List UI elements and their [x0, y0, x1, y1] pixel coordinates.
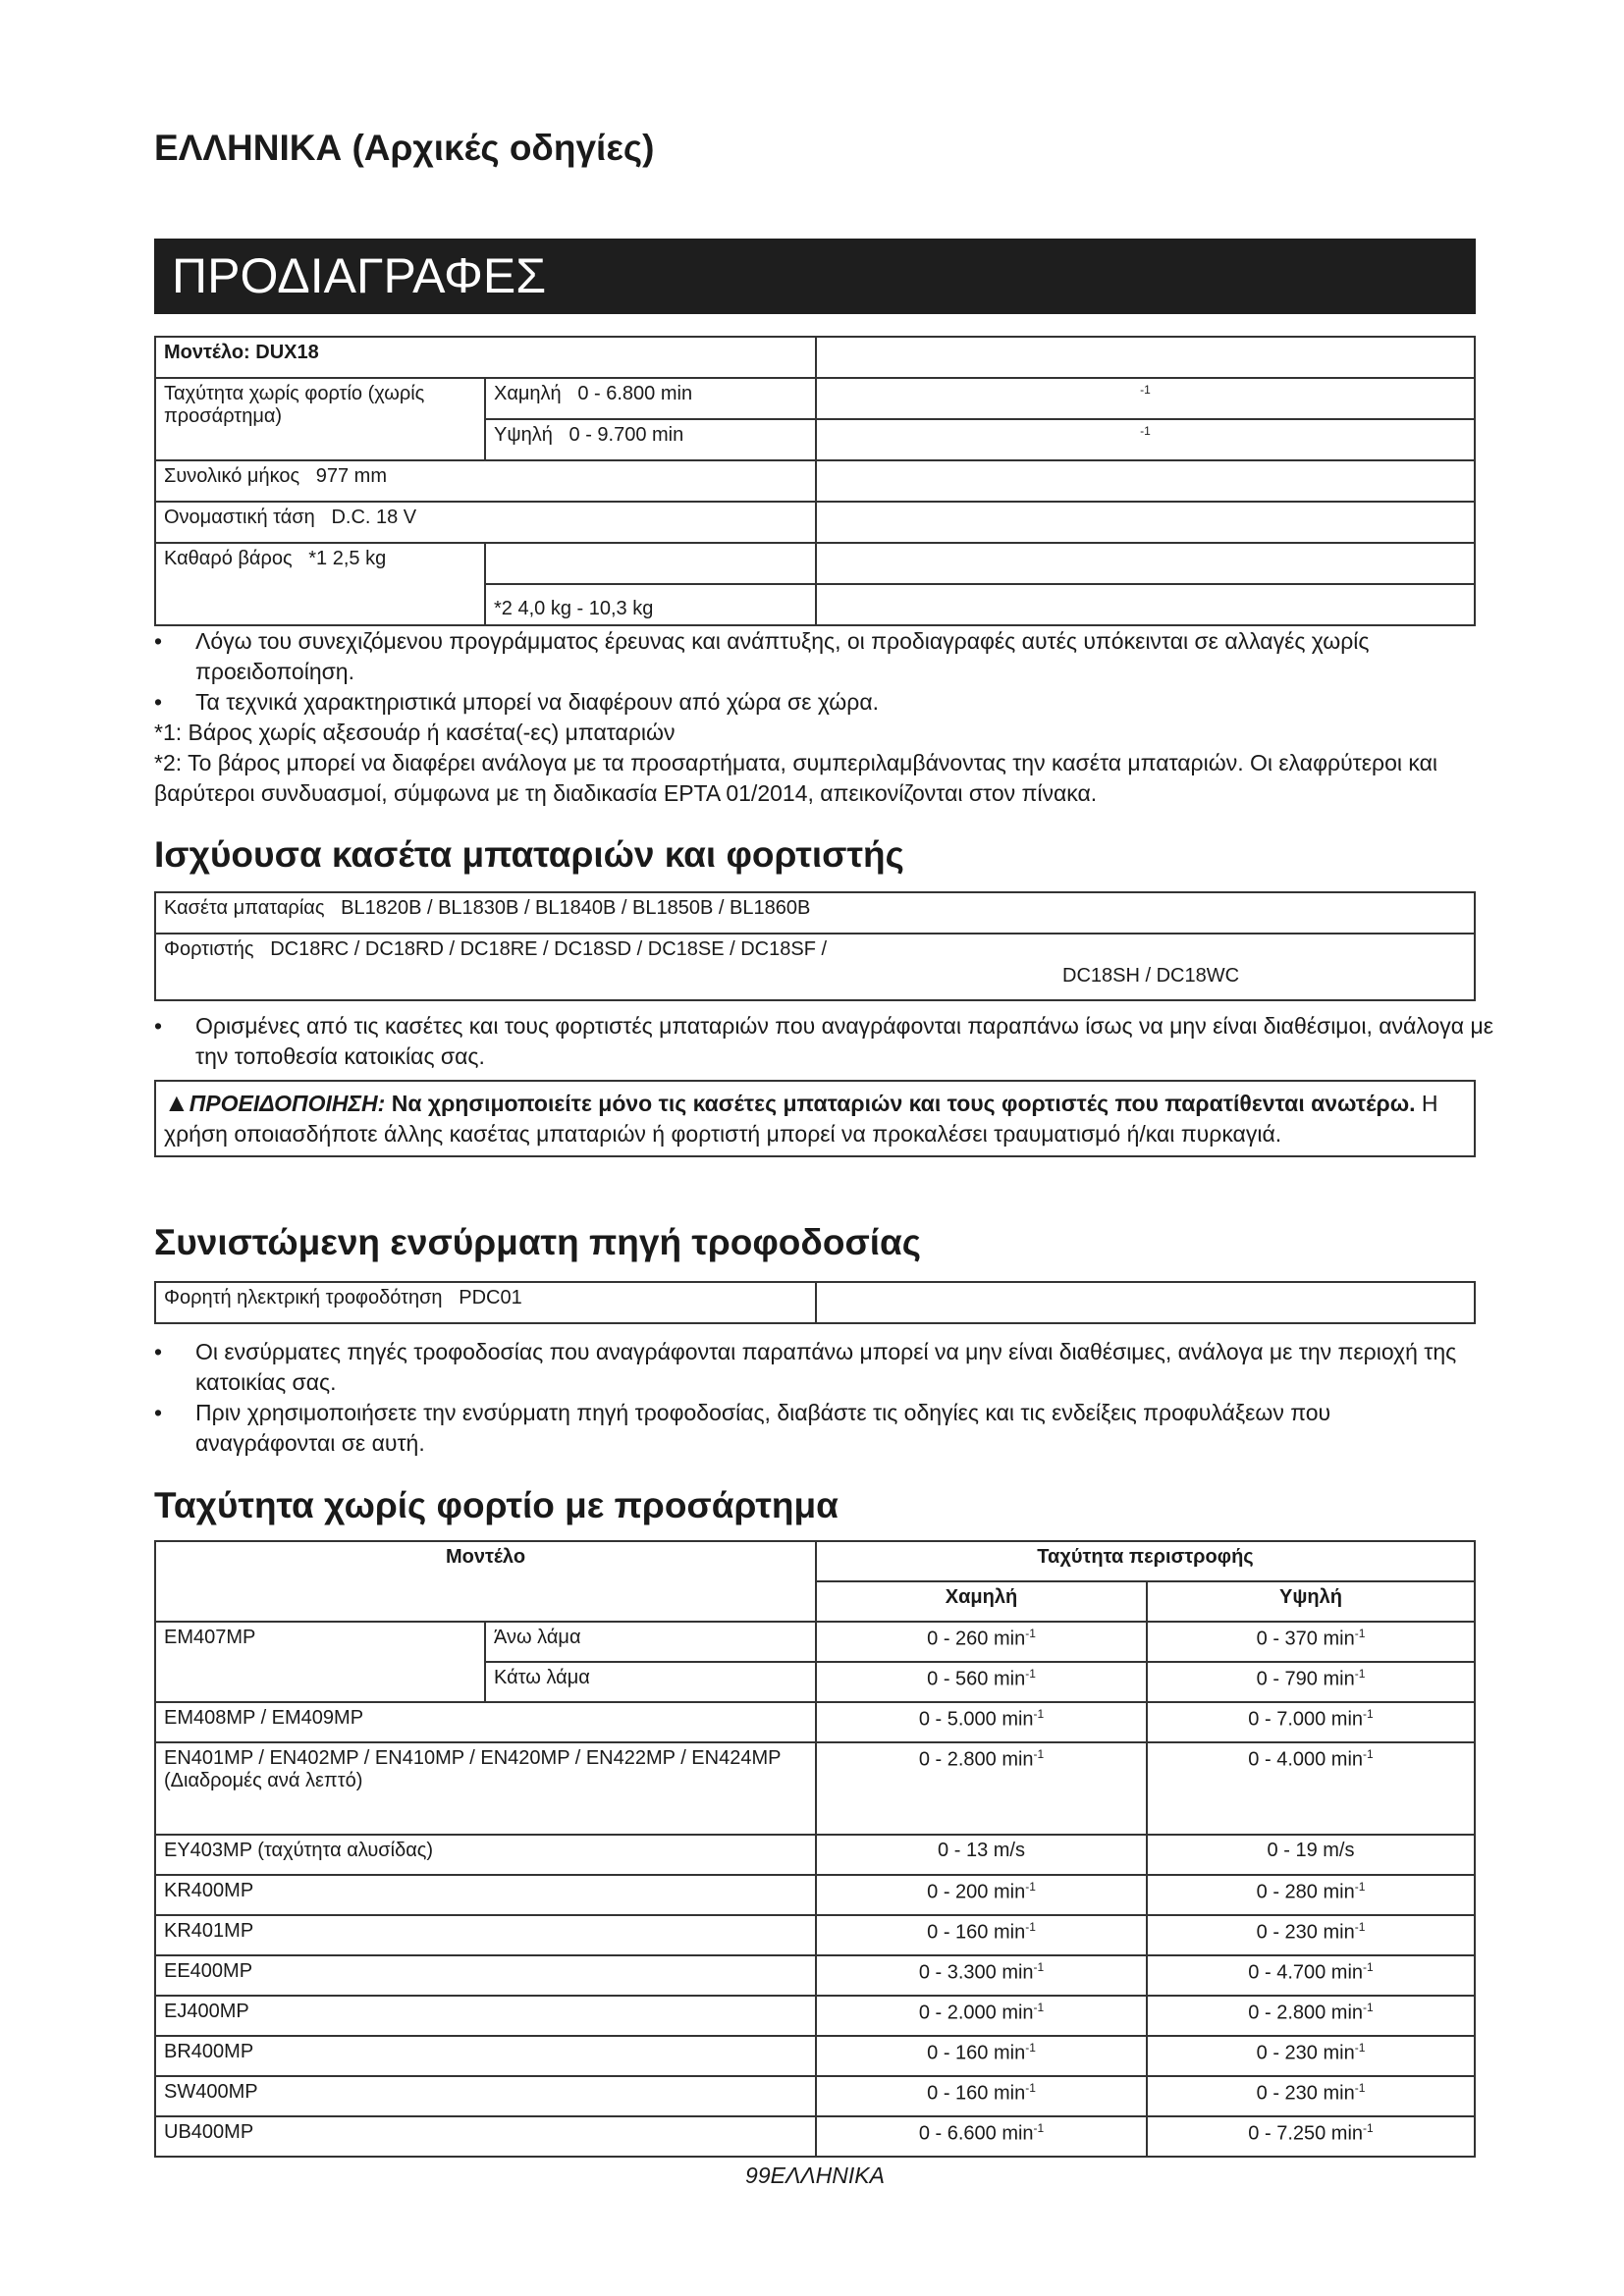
- battery-note: [154, 1011, 1517, 1072]
- model-name: KR401MP: [164, 1920, 254, 1942]
- speed-low: 0 - 560 min: [927, 1668, 1026, 1690]
- header-low: Χαμηλή: [816, 1581, 1147, 1622]
- speed-low: 0 - 2.000 min: [918, 2002, 1034, 2024]
- spec-table: [154, 336, 1476, 626]
- speed-low: 0 - 3.300 min: [918, 1961, 1034, 1984]
- speed-low: 0 - 5.000 min: [918, 1708, 1034, 1731]
- power-table: [154, 1281, 1476, 1324]
- bullet: •: [154, 1339, 163, 1364]
- table-row: SW400MP 0 - 160 $\min^{-1}$ 0 - 230 $\min^{-1}$: [155, 2076, 1475, 2116]
- model-cell: [155, 1915, 816, 1955]
- table-row: EN401MP / EN402MP / EN410MP / EN420MP / EN422MP / EN424MP (Διαδρομές ανά λεπτό) 0 - 2.800 $\min^{-1}$ 0 - 4.000 $\min^{-1}$: [155, 1742, 1475, 1835]
- model-cell: [155, 2116, 816, 2157]
- page-footer: 99ΕΛΛΗΝΙΚΑ: [745, 2163, 885, 2188]
- model-name: EJ400MP: [164, 2001, 249, 2022]
- table-row: KR400MP 0 - 200 $\min^{-1}$ 0 - 280 $\min^{-1}$: [155, 1875, 1475, 1915]
- bullet: •: [154, 1400, 163, 1425]
- warning-text: Η χρήση οποιασδήποτε άλλης κασέτας μπαταριών ή φορτιστή μπορεί να προκαλέσει τραυματισμό ή/και πυρκαγιά.: [164, 1091, 1438, 1147]
- warning-box: [154, 1080, 1476, 1157]
- table-row: UB400MP 0 - 6.600 $\min^{-1}$ 0 - 7.250 $\min^{-1}$: [155, 2116, 1475, 2157]
- header-speed: Ταχύτητα περιστροφής: [816, 1541, 1475, 1581]
- model-sub: (Διαδρομές ανά λεπτό): [164, 1770, 363, 1791]
- header-high: Υψηλή: [1147, 1581, 1475, 1622]
- spec-model: Μοντέλο: DUX18: [155, 337, 816, 378]
- table-row: BR400MP 0 - 160 $\min^{-1}$ 0 - 230 $\min^{-1}$: [155, 2036, 1475, 2076]
- spec-speed-label: Ταχύτητα χωρίς φορτίο (χωρίς προσάρτημα): [155, 378, 485, 460]
- speed-low: 0 - 200 min: [927, 1881, 1026, 1903]
- note: *1: Βάρος χωρίς αξεσουάρ ή κασέτα(-ες) μπαταριών: [154, 720, 676, 745]
- model-cell: [155, 1996, 816, 2036]
- table-row: KR401MP 0 - 160 $\min^{-1}$ 0 - 230 $\min^{-1}$: [155, 1915, 1475, 1955]
- power-notes: [154, 1337, 1476, 1459]
- model-cell: [155, 1702, 816, 1742]
- table-row: [155, 1835, 1475, 1875]
- blade-lower: Κάτω λάμα: [485, 1662, 816, 1702]
- battery-cartridge: Κασέτα μπαταρίας BL1820B / BL1830B / BL1840B / BL1850B / BL1860B: [155, 892, 1475, 934]
- bullet: •: [154, 628, 163, 654]
- warning-bold: Να χρησιμοποιείτε μόνο τις κασέτες μπαταριών και τους φορτιστές που παρατίθενται ανωτέρω.: [385, 1091, 1416, 1116]
- model-cell: [155, 1875, 816, 1915]
- speed-high: 0 - 2.800 min: [1248, 2002, 1364, 2024]
- note: Τα τεχνικά χαρακτηριστικά μπορεί να διαφέρουν από χώρα σε χώρα.: [195, 689, 880, 715]
- battery-table: [154, 891, 1476, 1001]
- speed-low: 0 - 260 min: [927, 1628, 1026, 1650]
- sup: -1: [1140, 383, 1151, 397]
- speed-high: 0 - 370 min: [1256, 1628, 1355, 1650]
- speed-low: 0 - 160 min: [927, 1921, 1026, 1944]
- note: Λόγω του συνεχιζόμενου προγράμματος έρευνας και ανάπτυξης, οι προδιαγραφές αυτές υπόκεινται σε αλλαγές χωρίς προειδοποίηση.: [195, 628, 1370, 684]
- warning-label: ΠΡΟΕΙΔΟΠΟΙΗΣΗ:: [189, 1091, 386, 1116]
- header-model: Μοντέλο: [155, 1541, 816, 1622]
- battery-charger2: DC18SH / DC18WC: [1062, 965, 1240, 987]
- speed-high: 0 - 230 min: [1256, 2042, 1355, 2064]
- power-table-wrap: [154, 1281, 1476, 1324]
- bullet: •: [154, 1013, 163, 1039]
- model-cell: [155, 1742, 816, 1835]
- speed-high: 0 - 4.700 min: [1248, 1961, 1364, 1984]
- battery-charger: Φορτιστής DC18RC / DC18RD / DC18RE / DC18SD / DC18SE / DC18SF /: [164, 938, 828, 960]
- speed-low: 0 - 13 m/s: [938, 1840, 1025, 1861]
- spec-high: Υψηλή 0 - 9.700 min: [485, 419, 816, 460]
- model-cell: [155, 2036, 816, 2076]
- table-row: EJ400MP 0 - 2.000 $\min^{-1}$ 0 - 2.800 $\min^{-1}$: [155, 1996, 1475, 2036]
- model-cell: [155, 2076, 816, 2116]
- warning-icon: ▲: [164, 1088, 189, 1117]
- spec-low: Χαμηλή 0 - 6.800 min: [485, 378, 816, 419]
- battery-table-wrap: [154, 891, 1476, 1001]
- specifications-banner: ΠΡΟΔΙΑΓΡΑΦΕΣ: [154, 239, 1476, 314]
- speed-high: 0 - 230 min: [1256, 2082, 1355, 2105]
- spec-length: Συνολικό μήκος 977 mm: [155, 460, 816, 502]
- model-name: SW400MP: [164, 2081, 258, 2103]
- speed-heading: Ταχύτητα χωρίς φορτίο με προσάρτημα: [154, 1485, 839, 1525]
- model-name: BR400MP: [164, 2041, 254, 2062]
- model-name: KR400MP: [164, 1880, 254, 1901]
- spec-voltage: Ονομαστική τάση D.C. 18 V: [155, 502, 816, 543]
- model-name: EE400MP: [164, 1960, 253, 1982]
- battery-heading: Ισχύουσα κασέτα μπαταριών και φορτιστής: [154, 834, 904, 875]
- model-name: EM408MP / EM409MP: [164, 1707, 364, 1729]
- model-cell: [155, 1835, 816, 1875]
- speed-low: 0 - 160 min: [927, 2082, 1026, 2105]
- language-heading: ΕΛΛΗΝΙΚΑ (Αρχικές οδηγίες): [154, 128, 655, 168]
- speed-low: 0 - 6.600 min: [918, 2122, 1034, 2145]
- speed-high: 0 - 4.000 min: [1248, 1748, 1364, 1771]
- model-name: UB400MP: [164, 2121, 254, 2143]
- note: *2: Το βάρος μπορεί να διαφέρει ανάλογα με τα προσαρτήματα, συμπεριλαμβάνοντας την κασέτα μπαταριών. Οι ελαφρύτεροι και βαρύτεροι συνδυασμοί, σύμφωνα με τη διαδικασία EPTA 01/2014, απεικονίζονται στον πίνακα.: [154, 750, 1437, 806]
- spec-table-wrap: [154, 336, 1476, 626]
- speed-table: Μοντέλο Ταχύτητα περιστροφής Χαμηλή Υψηλή EM407MP Άνω λάμα 0 - 260 $\min^{-1}$ 0 - 370 $\min^{-1}$ Κάτω λάμα 0 - 560 $\min^{-1}$ 0 - 790 $\min^{-1}$ EM408MP / EM409MP 0 - 5.000 $\min^{-1}$ 0 - 7.000 $\min^{-1}$ EN401MP / EN402MP / EN410MP / EN420MP / EN422MP / EN424MP (Διαδρομές ανά λεπτό) 0 - 2.800 $\min^{-1}$ 0 - 4.000 $\min^{-1}$ EY403MP (ταχύτητα αλυσίδας) 0 - 13 m/s 0 - 19 m/s KR400MP 0 - 200 $\min^{-1}$ 0 - 280 $\min^{-1}$ KR401MP 0 - 160 $\min^{-1}$ 0 - 230 $\min^{-1}$ EE400MP 0 - 3.300 $\min^{-1}$ 0 - 4.700 $\min^{-1}$ EJ400MP 0 - 2.000 $\min^{-1}$ 0 - 2.800 $\min^{-1}$ BR400MP 0 - 160 $\min^{-1}$ 0 - 230 $\min^{-1}$ SW400MP 0 - 160 $\min^{-1}$ 0 - 230 $\min^{-1}$ UB400MP 0 - 6.600 $\min^{-1}$ 0 - 7.250 $\min^{-1}$: [154, 1540, 1476, 2158]
- spec-weight: Καθαρό βάρος *1 2,5 kg: [155, 543, 485, 625]
- note: Ορισμένες από τις κασέτες και τους φορτιστές μπαταριών που αναγράφονται παραπάνω ίσως να μην είναι διαθέσιμοι, ανάλογα με την τοποθεσία κατοικίας σας.: [195, 1013, 1493, 1069]
- speed-high: 0 - 7.250 min: [1248, 2122, 1364, 2145]
- table-row: EM408MP / EM409MP 0 - 5.000 $\min^{-1}$ 0 - 7.000 $\min^{-1}$: [155, 1702, 1475, 1742]
- model-cell: EM407MP: [155, 1622, 485, 1702]
- blade-upper: Άνω λάμα: [485, 1622, 816, 1662]
- model-name: EN401MP / EN402MP / EN410MP / EN420MP / EN422MP / EN424MP: [164, 1747, 782, 1769]
- model-cell: [155, 1955, 816, 1996]
- sup: -1: [1140, 424, 1151, 438]
- spec-weight2: *2 4,0 kg - 10,3 kg: [485, 584, 816, 625]
- speed-high: 0 - 19 m/s: [1267, 1840, 1355, 1861]
- model-name: EY403MP (ταχύτητα αλυσίδας): [164, 1840, 434, 1861]
- speed-high: 0 - 790 min: [1256, 1668, 1355, 1690]
- speed-high: 0 - 280 min: [1256, 1881, 1355, 1903]
- speed-low: 0 - 2.800 min: [918, 1748, 1034, 1771]
- speed-table-wrap: [154, 1540, 1476, 2158]
- speed-low: 0 - 160 min: [927, 2042, 1026, 2064]
- power-supply: Φορητή ηλεκτρική τροφοδότηση PDC01: [155, 1282, 816, 1323]
- speed-high: 0 - 230 min: [1256, 1921, 1355, 1944]
- power-heading: Συνιστώμενη ενσύρματη πηγή τροφοδοσίας: [154, 1222, 922, 1262]
- table-row: EE400MP 0 - 3.300 $\min^{-1}$ 0 - 4.700 $\min^{-1}$: [155, 1955, 1475, 1996]
- spec-notes: [154, 626, 1476, 809]
- bullet: •: [154, 689, 163, 715]
- note: Πριν χρησιμοποιήσετε την ενσύρματη πηγή τροφοδοσίας, διαβάστε τις οδηγίες και τις ενδείξεις προφυλάξεων που αναγράφονται σε αυτή.: [195, 1400, 1331, 1456]
- note: Οι ενσύρματες πηγές τροφοδοσίας που αναγράφονται παραπάνω μπορεί να μην είναι διαθέσιμες, ανάλογα με την περιοχή της κατοικίας σας.: [195, 1339, 1457, 1395]
- speed-high: 0 - 7.000 min: [1248, 1708, 1364, 1731]
